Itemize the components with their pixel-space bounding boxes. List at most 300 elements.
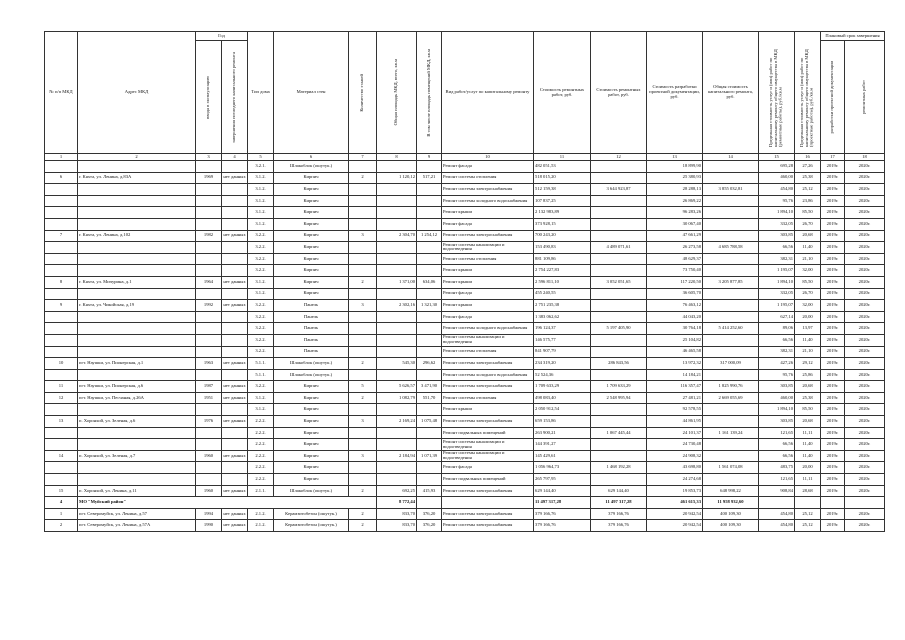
empty-cell xyxy=(845,497,885,509)
limit-design-cell: 25,12 xyxy=(795,508,821,520)
cost-design-cell: 26 273,58 xyxy=(647,242,703,254)
total-area-cell xyxy=(377,474,417,486)
cost-works-cell: 881 109,86 xyxy=(534,253,591,265)
total-area-cell: 833,70 xyxy=(377,520,417,532)
total-cost-cell xyxy=(703,404,759,416)
table-row xyxy=(45,358,885,370)
repair-program-table xyxy=(44,31,885,532)
address-cell xyxy=(78,184,196,196)
address-cell xyxy=(78,427,196,439)
total-cost-cell: 5 414 252,60 xyxy=(703,323,759,335)
cost-works-total-cell xyxy=(591,265,647,277)
limit-design-cell: 25,12 xyxy=(795,520,821,532)
term-design-cell: 2019г. xyxy=(821,346,845,358)
house-type-cell: 2.2.2. xyxy=(248,462,274,474)
total-area-cell: 545,30 xyxy=(377,358,417,370)
year-repair-cell xyxy=(222,404,248,416)
wall-material-cell: Панель xyxy=(274,346,349,358)
wall-material-cell: Кирпич xyxy=(274,218,349,230)
term-repair-cell: 2020г. xyxy=(845,416,885,428)
column-number: 12 xyxy=(591,154,647,161)
house-type-cell: 2.2.2. xyxy=(248,450,274,462)
cost-design-cell: 24 274,68 xyxy=(647,474,703,486)
term-repair-cell: 2020г. xyxy=(845,172,885,184)
limit-works-cell: 908,84 xyxy=(759,485,795,497)
limit-works-cell: 1 894,10 xyxy=(759,404,795,416)
cost-design-cell: 20 942,54 xyxy=(647,520,703,532)
limit-design-cell: 21,10 xyxy=(795,253,821,265)
col-cost-works-2: Стоимость ремонтных работ, руб. xyxy=(591,32,647,154)
work-type-cell: Ремонт системы электроснабжения xyxy=(442,184,534,196)
column-number: 10 xyxy=(442,154,534,161)
work-type-cell: Ремонт системы электроснабжения xyxy=(442,520,534,532)
year-commission-cell: 1976 xyxy=(196,416,222,428)
cost-works-cell: 379 166,76 xyxy=(534,508,591,520)
table-row xyxy=(45,253,885,265)
term-repair-cell: 2020г. xyxy=(845,265,885,277)
table-row xyxy=(45,230,885,242)
district-cost-works-total: 11 497 317,28 xyxy=(591,497,647,509)
limit-works-cell: 382,31 xyxy=(759,346,795,358)
table-row xyxy=(45,439,885,451)
year-commission-cell xyxy=(196,311,222,323)
address-cell xyxy=(78,195,196,207)
year-repair-cell xyxy=(222,253,248,265)
wall-material-cell: Шлакоблок (ошутук.) xyxy=(274,485,349,497)
cost-design-cell: 19 853,73 xyxy=(647,485,703,497)
term-design-cell: 2019г. xyxy=(821,242,845,254)
total-cost-cell xyxy=(703,195,759,207)
row-number: 1 xyxy=(45,508,78,520)
cost-design-cell: 30 067,40 xyxy=(647,218,703,230)
residential-area-cell xyxy=(417,439,442,451)
residential-area-cell: 634,06 xyxy=(417,276,442,288)
residential-area-cell xyxy=(417,311,442,323)
row-number xyxy=(45,439,78,451)
limit-design-cell: 21,10 xyxy=(795,346,821,358)
work-type-cell: Ремонт подвальных помещений xyxy=(442,474,534,486)
term-repair-cell: 2020г. xyxy=(845,323,885,335)
total-area-cell xyxy=(377,439,417,451)
total-area-cell xyxy=(377,369,417,381)
limit-works-cell: 95,76 xyxy=(759,195,795,207)
year-repair-cell: нет данных xyxy=(222,520,248,532)
col-cost-design: Стоимость разработки проектной документации, руб. xyxy=(647,32,703,154)
floors-cell: 2 xyxy=(349,358,377,370)
limit-design-cell: 85,50 xyxy=(795,207,821,219)
residential-area-cell xyxy=(417,253,442,265)
residential-area-cell xyxy=(417,474,442,486)
row-number: 14 xyxy=(45,450,78,462)
cost-design-cell: 73 750,40 xyxy=(647,265,703,277)
work-type-cell: Ремонт крыши xyxy=(442,265,534,277)
year-commission-cell xyxy=(196,334,222,346)
term-repair-cell: 2020г. xyxy=(845,288,885,300)
column-number: 2 xyxy=(78,154,196,161)
house-type-cell: 3.2.2. xyxy=(248,242,274,254)
column-number: 17 xyxy=(821,154,845,161)
floors-cell xyxy=(349,195,377,207)
house-type-cell: 3.2.2. xyxy=(248,253,274,265)
total-area-cell: 2 304,70 xyxy=(377,230,417,242)
row-number: 8 xyxy=(45,276,78,288)
year-commission-cell xyxy=(196,404,222,416)
total-cost-cell: 648 998,22 xyxy=(703,485,759,497)
total-area-cell xyxy=(377,404,417,416)
year-repair-cell: нет данных xyxy=(222,276,248,288)
col-cost-works-1: Стоимость ремонтных работ, руб. xyxy=(534,32,591,154)
total-cost-cell: 1 161 139,24 xyxy=(703,427,759,439)
residential-area-cell xyxy=(417,369,442,381)
work-type-cell: Ремонт системы электроснабжения xyxy=(442,508,534,520)
district-cost-works: 11 497 317,28 xyxy=(534,497,591,509)
table-row xyxy=(45,474,885,486)
year-commission-cell: 1969 xyxy=(196,172,222,184)
total-cost-cell xyxy=(703,230,759,242)
year-commission-cell xyxy=(196,218,222,230)
term-repair-cell: 2020г. xyxy=(845,508,885,520)
year-repair-cell xyxy=(222,334,248,346)
house-type-cell: 2.2.2. xyxy=(248,416,274,428)
cost-works-cell: 1 709 633,29 xyxy=(534,381,591,393)
limit-works-cell: 95,76 xyxy=(759,369,795,381)
house-type-cell: 3.2.2. xyxy=(248,311,274,323)
year-repair-cell: нет данных xyxy=(222,416,248,428)
residential-area-cell xyxy=(417,242,442,254)
row-number: 13 xyxy=(45,416,78,428)
limit-works-cell: 1 894,10 xyxy=(759,207,795,219)
limit-works-cell: 66,56 xyxy=(759,450,795,462)
row-number xyxy=(45,323,78,335)
year-commission-cell: 1960 xyxy=(196,485,222,497)
cost-design-cell: 20 942,54 xyxy=(647,508,703,520)
limit-design-cell: 27,26 xyxy=(795,161,821,173)
term-repair-cell: 2020г. xyxy=(845,474,885,486)
cost-works-cell: 234 319,20 xyxy=(534,358,591,370)
work-type-cell: Ремонт системы канализации и водоотведения xyxy=(442,334,534,346)
cost-works-total-cell xyxy=(591,172,647,184)
cost-works-total-cell xyxy=(591,369,647,381)
limit-design-cell: 20,68 xyxy=(795,381,821,393)
wall-material-cell: Кирпич xyxy=(274,172,349,184)
total-area-cell: 692,25 xyxy=(377,485,417,497)
col-wall-material: Материал стен xyxy=(274,32,349,154)
address-cell: пгт. Наушки, ул. Пионерская, д.1 xyxy=(78,358,196,370)
total-cost-cell xyxy=(703,265,759,277)
work-type-cell: Ремонт системы отопления xyxy=(442,172,534,184)
cost-works-total-cell: 1 709 633,29 xyxy=(591,381,647,393)
row-number: 12 xyxy=(45,392,78,404)
residential-area-cell: 1 071,39 xyxy=(417,450,442,462)
limit-works-cell: 332,05 xyxy=(759,288,795,300)
column-number: 13 xyxy=(647,154,703,161)
work-type-cell: Ремонт системы отопления xyxy=(442,253,534,265)
floors-cell xyxy=(349,288,377,300)
cost-design-cell: 116 357,47 xyxy=(647,381,703,393)
residential-area-cell: 296,62 xyxy=(417,358,442,370)
year-commission-cell: 1987 xyxy=(196,381,222,393)
table-row xyxy=(45,520,885,532)
wall-material-cell: Кирпич xyxy=(274,288,349,300)
address-cell xyxy=(78,346,196,358)
cost-works-cell: 2 596 811,10 xyxy=(534,276,591,288)
wall-material-cell: Кирпич xyxy=(274,242,349,254)
total-area-cell: 1 371,00 xyxy=(377,276,417,288)
column-number: 4 xyxy=(222,154,248,161)
column-number: 3 xyxy=(196,154,222,161)
work-type-cell: Ремонт системы электроснабжения xyxy=(442,485,534,497)
row-number: 7 xyxy=(45,230,78,242)
work-type-cell: Ремонт системы холодного водоснабжения xyxy=(442,323,534,335)
limit-design-cell: 85,50 xyxy=(795,276,821,288)
term-design-cell: 2019г. xyxy=(821,416,845,428)
term-repair-cell: 2020г. xyxy=(845,334,885,346)
residential-area-cell xyxy=(417,288,442,300)
total-area-cell xyxy=(377,427,417,439)
cost-design-cell: 25 380,93 xyxy=(647,172,703,184)
term-design-cell: 2019г. xyxy=(821,369,845,381)
limit-design-cell: 11,40 xyxy=(795,439,821,451)
limit-works-cell: 427,26 xyxy=(759,358,795,370)
row-number xyxy=(45,184,78,196)
address-cell: г. Кяхта, ул. Мичурина, д.1 xyxy=(78,276,196,288)
residential-area-cell xyxy=(417,265,442,277)
year-repair-cell xyxy=(222,288,248,300)
cost-works-total-cell xyxy=(591,334,647,346)
column-number: 1 xyxy=(45,154,78,161)
limit-works-cell: 454,80 xyxy=(759,184,795,196)
term-design-cell: 2019г. xyxy=(821,439,845,451)
row-number: 11 xyxy=(45,381,78,393)
limit-design-cell: 11,11 xyxy=(795,474,821,486)
cost-design-cell: 25 104,82 xyxy=(647,334,703,346)
limit-design-cell: 13,97 xyxy=(795,323,821,335)
term-repair-cell: 2020г. xyxy=(845,520,885,532)
row-number: 9 xyxy=(45,300,78,312)
col-residential-area: В том числе площадь помещений МКД, кв.м xyxy=(417,32,442,154)
total-area-cell xyxy=(377,346,417,358)
year-repair-cell: нет данных xyxy=(222,392,248,404)
limit-works-cell: 66,56 xyxy=(759,242,795,254)
program-table-sheet xyxy=(44,31,880,532)
empty-cell xyxy=(759,497,795,509)
table-row xyxy=(45,346,885,358)
limit-design-cell: 11,40 xyxy=(795,450,821,462)
year-commission-cell xyxy=(196,184,222,196)
term-design-cell: 2019г. xyxy=(821,334,845,346)
residential-area-cell xyxy=(417,195,442,207)
district-cost-design: 461 615,33 xyxy=(647,497,703,509)
term-repair-cell: 2020г. xyxy=(845,161,885,173)
limit-works-cell: 303,85 xyxy=(759,381,795,393)
total-cost-cell xyxy=(703,207,759,219)
total-area-cell xyxy=(377,288,417,300)
total-area-cell: 833,70 xyxy=(377,508,417,520)
table-row xyxy=(45,416,885,428)
floors-cell xyxy=(349,265,377,277)
cost-design-cell: 13 972,32 xyxy=(647,358,703,370)
limit-design-cell: 32,00 xyxy=(795,300,821,312)
work-type-cell: Ремонт системы отопления xyxy=(442,392,534,404)
floors-cell: 2 xyxy=(349,508,377,520)
total-area-cell xyxy=(377,242,417,254)
work-type-cell: Ремонт крыши xyxy=(442,207,534,219)
address-cell: п. Хоронхой, ул. Зеленая, д.7 xyxy=(78,450,196,462)
year-commission-cell: 1990 xyxy=(196,520,222,532)
limit-works-cell: 454,80 xyxy=(759,520,795,532)
limit-works-cell: 66,56 xyxy=(759,334,795,346)
col-total-area: Общая площадь МКД, всего, кв.м xyxy=(377,32,417,154)
term-design-cell: 2019г. xyxy=(821,520,845,532)
residential-area-cell: 376,20 xyxy=(417,520,442,532)
term-design-cell: 2019г. xyxy=(821,462,845,474)
residential-area-cell xyxy=(417,427,442,439)
floors-cell: 2 xyxy=(349,485,377,497)
cost-works-total-cell: 379 166,76 xyxy=(591,508,647,520)
limit-design-cell: 20,00 xyxy=(795,311,821,323)
col-term-repair: ремонтных работ xyxy=(845,41,885,154)
term-repair-cell: 2020г. xyxy=(845,230,885,242)
cost-works-total-cell: 3 644 923,87 xyxy=(591,184,647,196)
work-type-cell: Ремонт системы электроснабжения xyxy=(442,416,534,428)
total-cost-cell: 400 109,30 xyxy=(703,520,759,532)
cost-design-cell: 46 465,58 xyxy=(647,346,703,358)
total-area-cell: 1 082,79 xyxy=(377,392,417,404)
address-cell xyxy=(78,265,196,277)
cost-design-cell: 14 184,21 xyxy=(647,369,703,381)
address-cell xyxy=(78,439,196,451)
total-cost-cell xyxy=(703,450,759,462)
work-type-cell: Ремонт системы электроснабжения xyxy=(442,230,534,242)
term-repair-cell: 2020г. xyxy=(845,346,885,358)
work-type-cell: Ремонт крыши xyxy=(442,276,534,288)
work-type-cell: Ремонт крыши xyxy=(442,404,534,416)
house-type-cell: 3.1.2. xyxy=(248,404,274,416)
residential-area-cell: 1 254,12 xyxy=(417,230,442,242)
residential-area-cell xyxy=(417,462,442,474)
total-cost-cell: 4 685 788,58 xyxy=(703,242,759,254)
limit-works-cell: 483,75 xyxy=(759,462,795,474)
cost-works-total-cell xyxy=(591,346,647,358)
wall-material-cell: Панель xyxy=(274,323,349,335)
year-commission-cell xyxy=(196,288,222,300)
limit-design-cell: 26,70 xyxy=(795,218,821,230)
total-area-cell xyxy=(377,218,417,230)
cost-design-cell: 26 869,22 xyxy=(647,195,703,207)
cost-works-total-cell xyxy=(591,195,647,207)
term-repair-cell: 2020г. xyxy=(845,381,885,393)
residential-area-cell xyxy=(417,346,442,358)
work-type-cell: Ремонт системы канализации и водоотведения xyxy=(442,439,534,451)
limit-works-cell: 332,05 xyxy=(759,218,795,230)
cost-works-total-cell xyxy=(591,311,647,323)
total-area-cell: 2 169,24 xyxy=(377,416,417,428)
cost-works-total-cell xyxy=(591,207,647,219)
cost-design-cell: 36 605,70 xyxy=(647,288,703,300)
cost-works-total-cell: 2 548 995,94 xyxy=(591,392,647,404)
column-number: 15 xyxy=(759,154,795,161)
total-area-cell xyxy=(377,265,417,277)
floors-cell xyxy=(349,184,377,196)
term-design-cell: 2019г. xyxy=(821,276,845,288)
floors-cell xyxy=(349,404,377,416)
table-row xyxy=(45,288,885,300)
house-type-cell: 2.2.2. xyxy=(248,427,274,439)
limit-design-cell: 28,68 xyxy=(795,485,821,497)
total-area-cell xyxy=(377,334,417,346)
cost-works-cell: 455 240,55 xyxy=(534,288,591,300)
table-row xyxy=(45,184,885,196)
address-cell: пгт. Наушки, ул. Пионерская, д.6 xyxy=(78,381,196,393)
cost-works-total-cell: 286 843,56 xyxy=(591,358,647,370)
work-type-cell: Ремонт фасада xyxy=(442,462,534,474)
row-number: 2 xyxy=(45,520,78,532)
table-row xyxy=(45,218,885,230)
limit-design-cell: 26,70 xyxy=(795,288,821,300)
address-cell: пгт. Наушки, ул. Песчаная, д.26А xyxy=(78,392,196,404)
residential-area-cell xyxy=(417,161,442,173)
table-row xyxy=(45,381,885,393)
limit-works-cell: 454,80 xyxy=(759,508,795,520)
term-repair-cell: 2020г. xyxy=(845,242,885,254)
wall-material-cell: Шлакоблок (ошутук.) xyxy=(274,369,349,381)
wall-material-cell: Кирпич xyxy=(274,265,349,277)
term-design-cell: 2019г. xyxy=(821,253,845,265)
limit-works-cell: 382,31 xyxy=(759,253,795,265)
house-type-cell: 5.1.1. xyxy=(248,358,274,370)
term-repair-cell: 2020г. xyxy=(845,311,885,323)
term-repair-cell: 2020г. xyxy=(845,485,885,497)
limit-works-cell: 460,00 xyxy=(759,172,795,184)
cost-works-total-cell xyxy=(591,474,647,486)
year-commission-cell xyxy=(196,265,222,277)
address-cell: п. Хоронхой, ул. Зеленая, д.6 xyxy=(78,416,196,428)
total-cost-cell xyxy=(703,416,759,428)
total-cost-cell xyxy=(703,439,759,451)
table-row xyxy=(45,276,885,288)
term-design-cell: 2019г. xyxy=(821,508,845,520)
empty-cell xyxy=(821,497,845,509)
row-number xyxy=(45,265,78,277)
row-number xyxy=(45,311,78,323)
house-type-cell: 2.1.1. xyxy=(248,485,274,497)
address-cell xyxy=(78,218,196,230)
col-year: Год xyxy=(196,32,248,41)
wall-material-cell: Панель xyxy=(274,300,349,312)
cost-works-cell: 629 144,40 xyxy=(534,485,591,497)
cost-works-cell: 700 243,20 xyxy=(534,230,591,242)
row-number xyxy=(45,161,78,173)
address-cell: пгт. Северомуйск, ул. Ленина, д.57А xyxy=(78,520,196,532)
wall-material-cell: Кирпич xyxy=(274,184,349,196)
total-area-cell: 2 302,16 xyxy=(377,300,417,312)
address-cell xyxy=(78,288,196,300)
year-commission-cell: 1964 xyxy=(196,276,222,288)
row-number xyxy=(45,218,78,230)
cost-works-cell: 107 837,25 xyxy=(534,195,591,207)
limit-design-cell: 11,40 xyxy=(795,334,821,346)
table-row xyxy=(45,195,885,207)
cost-design-cell: 44 861,95 xyxy=(647,416,703,428)
total-cost-cell: 3 205 877,85 xyxy=(703,276,759,288)
house-type-cell: 2.1.2. xyxy=(248,508,274,520)
limit-design-cell: 85,50 xyxy=(795,404,821,416)
residential-area-cell xyxy=(417,334,442,346)
limit-works-cell: 460,00 xyxy=(759,392,795,404)
total-cost-cell: 3 855 032,81 xyxy=(703,184,759,196)
floors-cell xyxy=(349,207,377,219)
district-total-area: 8 772,44 xyxy=(377,497,417,509)
